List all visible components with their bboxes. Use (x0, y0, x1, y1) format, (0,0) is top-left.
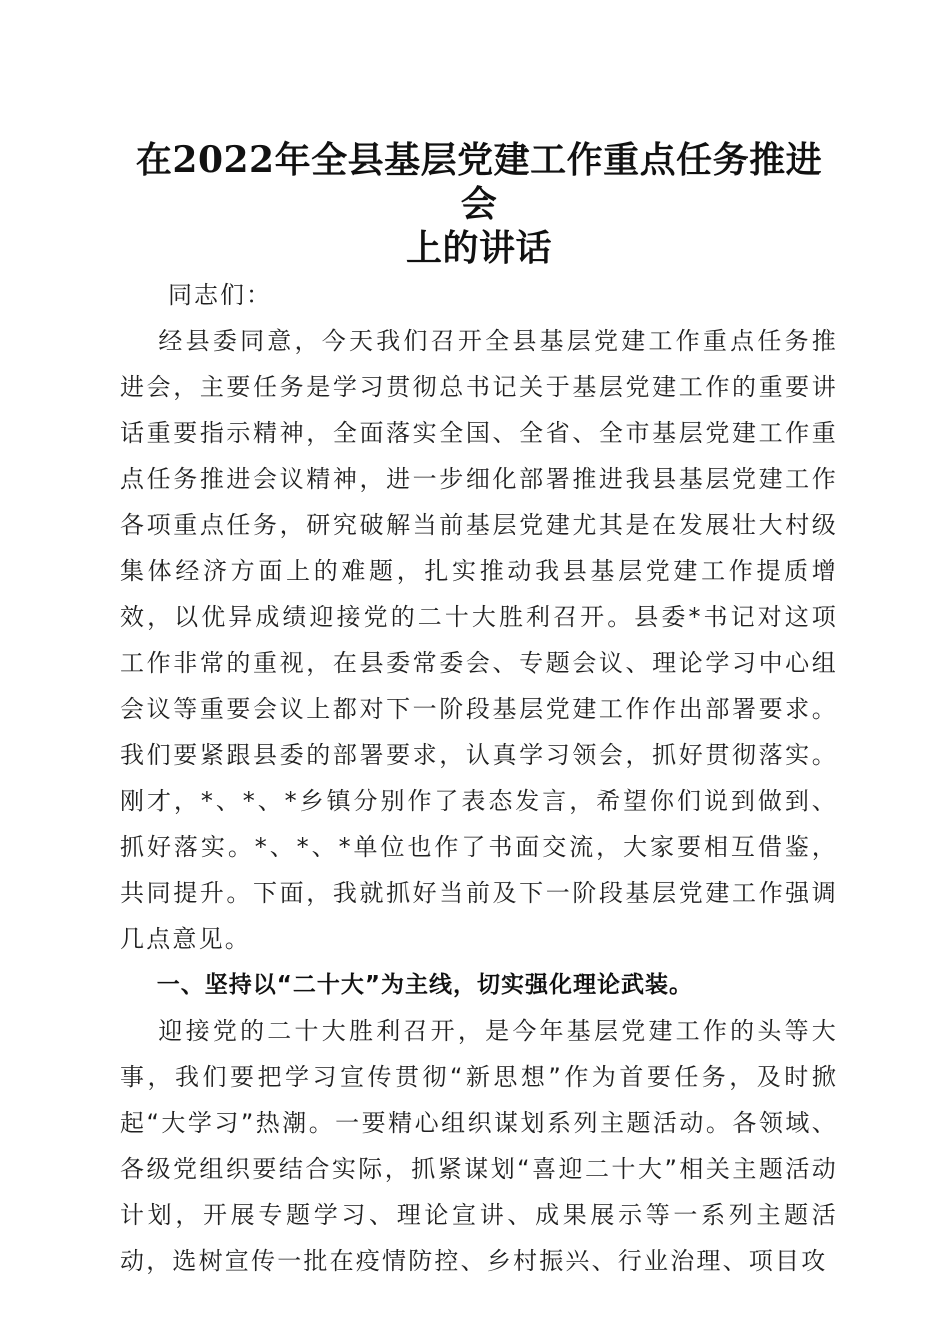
paragraph-intro: 经县委同意，今天我们召开全县基层党建工作重点任务推进会，主要任务是学习贯彻总书记关于基层党建工作的重要讲话重要指示精神，全面落实全国、全省、全市基层党建工作重点任务推进会议精神，进一步细化部署推进我县基层党建工作各项重点任务，研究破解当前基层党建尤其是在发展壮大村级集体经济方面上的难题，扎实推动我县基层党建工作提质增效，以优异成绩迎接党的二十大胜利召开。县委*书记对这项工作非常的重视，在县委常委会、专题会议、理论学习中心组会议等重要会议上都对下一阶段基层党建工作作出部署要求。我们要紧跟县委的部署要求，认真学习领会，抓好贯彻落实。刚才，*、*、*乡镇分别作了表态发言，希望你们说到做到、抓好落实。*、*、*单位也作了书面交流，大家要相互借鉴，共同提升。下面，我就抓好当前及下一阶段基层党建工作强调几点意见。 (120, 327, 838, 953)
document-title (120, 138, 838, 270)
document-body (120, 272, 838, 1284)
title-line-1: 在2022年全县基层党建工作重点任务推进会 (135, 139, 823, 225)
title-line-2: 上的讲话 (405, 227, 552, 269)
paragraph-section-1: 迎接党的二十大胜利召开，是今年基层党建工作的头等大事，我们要把学习宣传贯彻“新思想”作为首要任务，及时掀起“大学习”热潮。一要精心组织谋划系列主题活动。各领域、各级党组织要结合实际，抓紧谋划“喜迎二十大”相关主题活动计划，开展专题学习、理论宣讲、成果展示等一系列主题活动，选树宣传一批在疫情防控、乡村振兴、行业治理、项目攻 (120, 1017, 838, 1275)
salutation: 同志们： (168, 281, 272, 309)
section-heading-1: 一、坚持以“二十大”为主线，切实强化理论武装。 (156, 972, 694, 998)
